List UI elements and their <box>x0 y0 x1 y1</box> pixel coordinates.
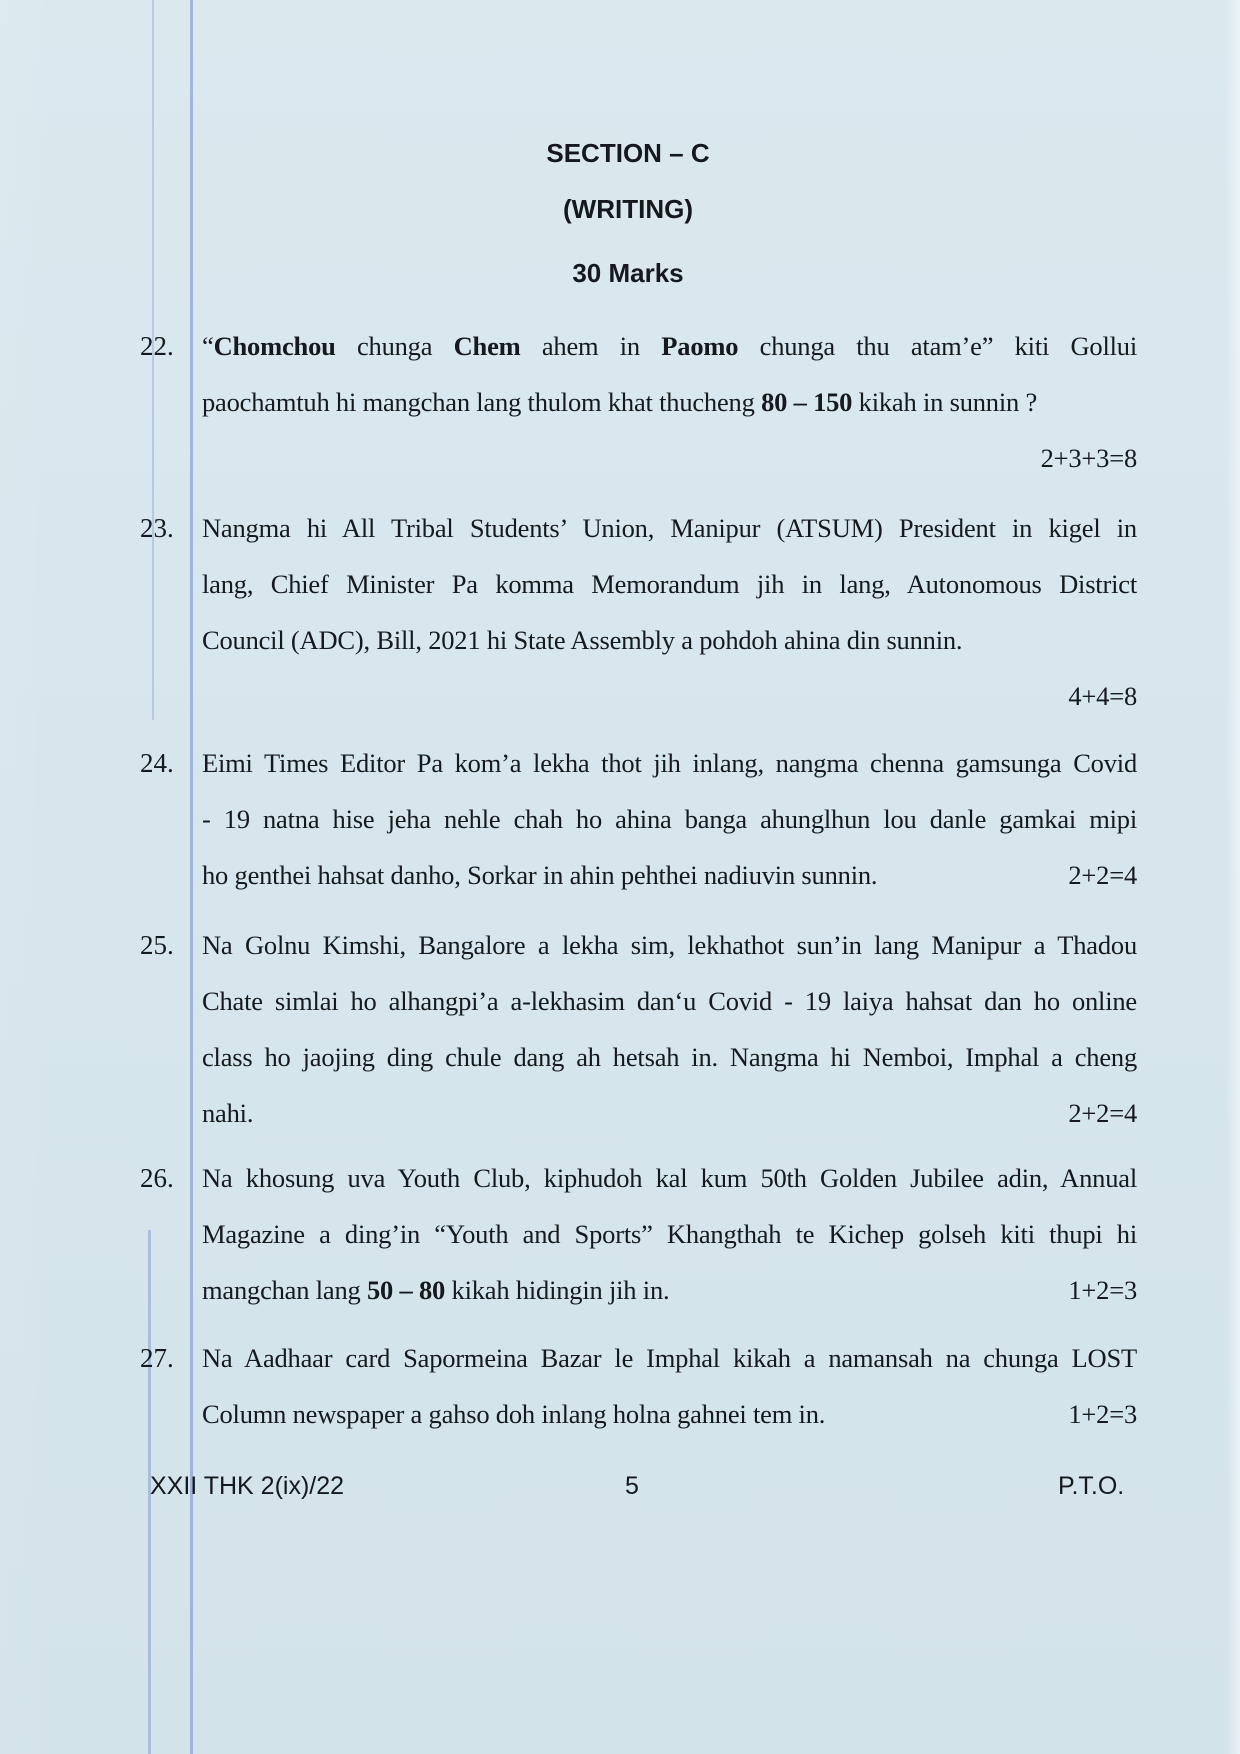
text-run: ho genthei hahsat danho, Sorkar in ahin pehthei nadiuvin sunnin. <box>202 860 878 890</box>
text-run: Na Golnu Kimshi, Bangalore a lekha sim, lekhathot sun’in lang Manipur a Thadou <box>202 930 1137 960</box>
question-line <box>202 1206 1137 1262</box>
question-line <box>202 917 1137 973</box>
question-line <box>202 1029 1137 1085</box>
question-marks: 2+2=4 <box>1068 1098 1137 1128</box>
question-line <box>202 1085 1137 1141</box>
question-text <box>202 1330 1137 1442</box>
please-turn-over: P.T.O. <box>1058 1472 1125 1500</box>
section-title: SECTION – C <box>546 138 710 168</box>
bold-term: Paomo <box>661 331 739 361</box>
question-number: 26. <box>140 1163 174 1193</box>
page-number: 5 <box>625 1472 639 1500</box>
question-line <box>202 318 1137 374</box>
question-line <box>202 1150 1137 1206</box>
text-run: chunga thu atam’e” kiti Gollui <box>738 331 1137 361</box>
section-subtitle: (WRITING) <box>563 194 693 224</box>
question-number: 24. <box>140 748 174 778</box>
text-run: Magazine a ding’in “Youth and Sports” Khangthah te Kichep golseh kiti thupi hi <box>202 1219 1137 1249</box>
question-marks: 1+2=3 <box>1068 1399 1137 1429</box>
text-run: ahem in <box>520 331 662 361</box>
question-number: 23. <box>140 513 174 543</box>
text-run: Council (ADC), Bill, 2021 hi State Assembly a pohdoh ahina din sunnin. <box>202 625 963 655</box>
question-line <box>202 1262 1137 1318</box>
text-run: Chate simlai ho alhangpi’a a-lekhasim dan‘u Covid - 19 laiya hahsat dan ho online <box>202 986 1137 1016</box>
text-run: class ho jaojing ding chule dang ah hetsah in. Nangma hi Nemboi, Imphal a cheng <box>202 1042 1137 1072</box>
text-run: Column newspaper a gahso doh inlang holna gahnei tem in. <box>202 1399 826 1429</box>
question-line <box>202 847 1137 903</box>
question-marks: 2+3+3=8 <box>1040 443 1137 473</box>
text-run: “ <box>202 331 214 361</box>
text-run: Na khosung uva Youth Club, kiphudoh kal kum 50th Golden Jubilee adin, Annual <box>202 1163 1137 1193</box>
question-text <box>202 1150 1137 1318</box>
question-line <box>202 973 1137 1029</box>
question-text <box>202 917 1137 1141</box>
text-run: mangchan lang <box>202 1275 367 1305</box>
text-run: Nangma hi All Tribal Students’ Union, Manipur (ATSUM) President in kigel in <box>202 513 1137 543</box>
question-text <box>202 735 1137 903</box>
bold-term: 80 – 150 <box>761 387 853 417</box>
text-run: nahi. <box>202 1098 254 1128</box>
question-line <box>202 1330 1137 1386</box>
question-number: 22. <box>140 331 174 361</box>
text-run: kikah hidingin jih in. <box>445 1275 670 1305</box>
text-run: lang, Chief Minister Pa komma Memorandum jih in lang, Autonomous District <box>202 569 1137 599</box>
question-number: 27. <box>140 1343 174 1373</box>
text-run: paochamtuh hi mangchan lang thulom khat thucheng <box>202 387 762 417</box>
question-text <box>202 318 1137 486</box>
question-line <box>202 374 1137 430</box>
question-marks: 4+4=8 <box>1068 681 1137 711</box>
question-line <box>202 556 1137 612</box>
bold-term: Chem <box>453 331 521 361</box>
question-line <box>202 500 1137 556</box>
question-line <box>202 1386 1137 1442</box>
bold-term: Chomchou <box>213 331 336 361</box>
section-marks: 30 Marks <box>572 258 684 288</box>
question-line <box>202 791 1137 847</box>
question-line <box>202 612 1137 668</box>
question-number: 25. <box>140 930 174 960</box>
text-run: - 19 natna hise jeha nehle chah ho ahina banga ahunglhun lou danle gamkai mipi <box>202 804 1137 834</box>
bold-term: 50 – 80 <box>366 1275 446 1305</box>
question-marks: 2+2=4 <box>1068 860 1137 890</box>
question-text <box>202 500 1137 724</box>
paper-code: XXII THK 2(ix)/22 <box>150 1472 345 1500</box>
question-line <box>202 735 1137 791</box>
question-marks: 1+2=3 <box>1068 1275 1137 1305</box>
text-run: Eimi Times Editor Pa kom’a lekha thot jih inlang, nangma chenna gamsunga Covid <box>202 748 1137 778</box>
text-run: chunga <box>335 331 454 361</box>
text-run: Na Aadhaar card Sapormeina Bazar le Imphal kikah a namansah na chunga LOST <box>202 1343 1137 1373</box>
text-run: kikah in sunnin ? <box>852 387 1038 417</box>
